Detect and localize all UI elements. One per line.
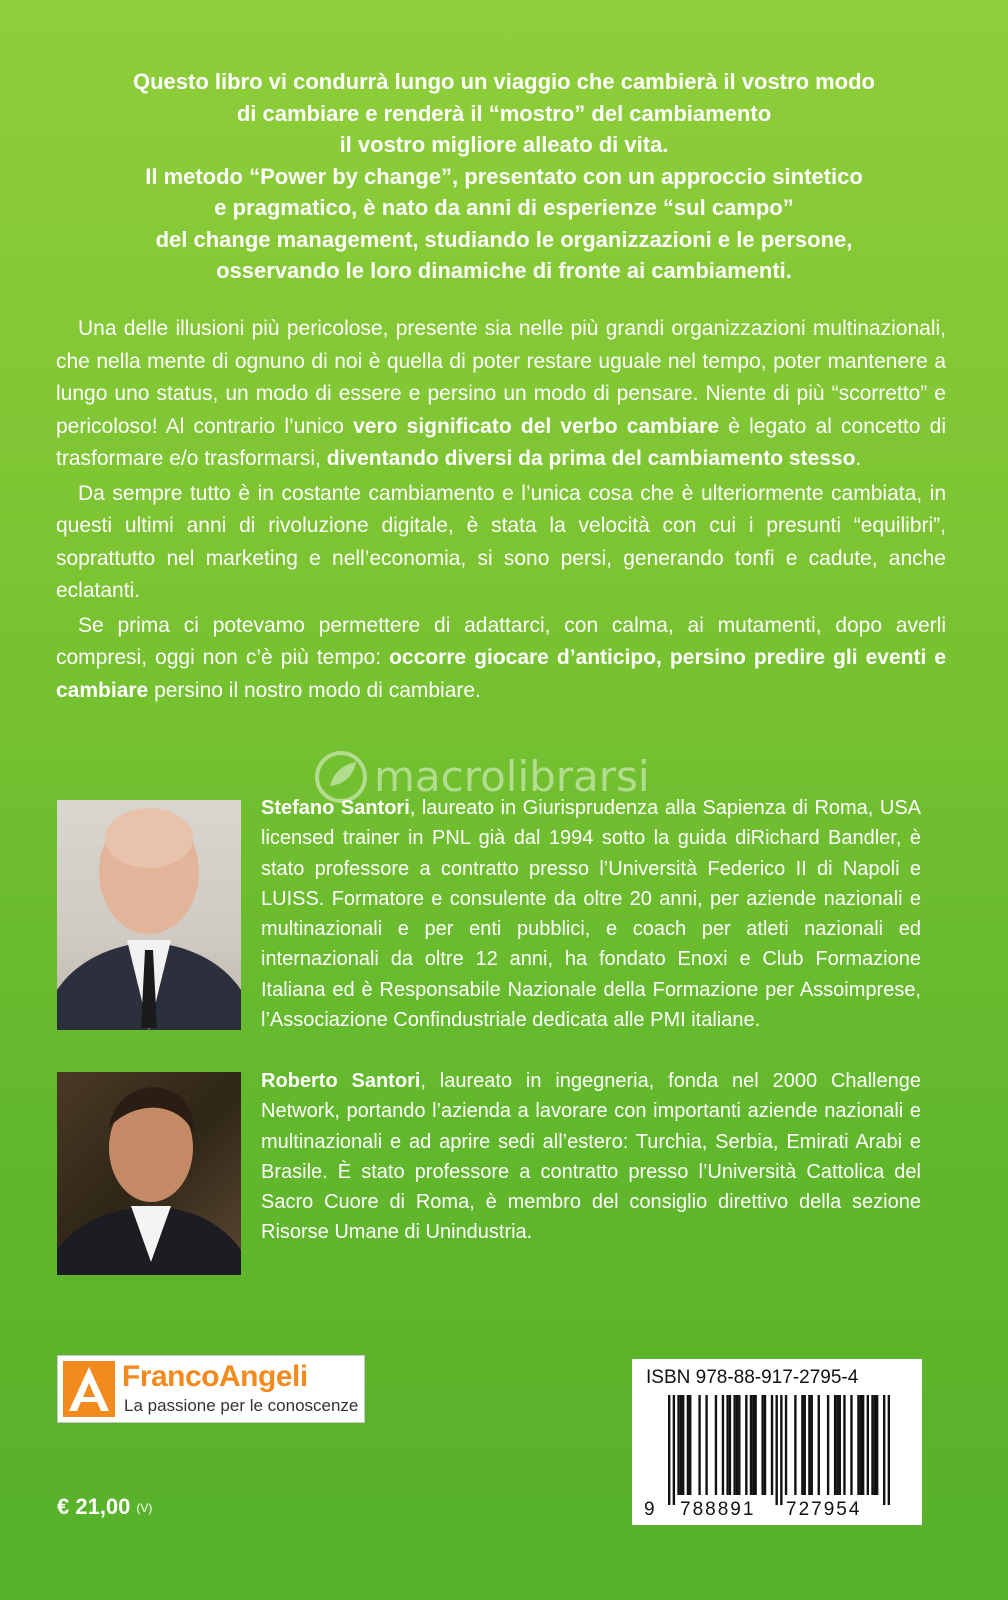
publisher-name: FrancoAngeli	[122, 1360, 308, 1393]
description-text	[56, 313, 946, 709]
intro-line: di cambiare e renderà il “mostro” del cambiamento	[236, 100, 772, 126]
barcode-bar	[715, 1395, 717, 1495]
barcode-bar	[754, 1395, 756, 1495]
barcode-bar	[752, 1395, 754, 1495]
barcode-bar	[745, 1395, 747, 1495]
barcode-bar	[811, 1395, 813, 1495]
barcode-bar	[876, 1395, 878, 1495]
description-paragraph-2: Da sempre tutto è in costante cambiamento e l’unica cosa che è ulteriormente cambiata, in questi ultimi anni di rivoluzione digitale, è stata la velocità con cui i presunti “equilibri”, soprattutto nel marketing e nell’economia, si sono persi, generando tonfi e cadute, anche eclatanti.	[56, 481, 946, 602]
barcode-bar	[874, 1395, 876, 1495]
barcode-bar	[888, 1395, 890, 1505]
barcode-bar	[862, 1395, 864, 1495]
barcode-bar	[794, 1395, 796, 1495]
intro-line: Questo libro vi condurrà lungo un viaggio che cambierà il vostro modo	[133, 69, 875, 94]
intro-line: del change management, studiando le organizzazioni e le persone,	[155, 226, 853, 252]
barcode-right-digits: 727954	[786, 1499, 862, 1520]
text-run: .	[855, 447, 862, 470]
author-bio-roberto	[261, 1066, 921, 1248]
author-name: Roberto Santori	[261, 1070, 421, 1092]
barcode-bar	[733, 1395, 735, 1495]
barcode-bar	[689, 1395, 691, 1495]
bold-run: occorre giocare d’anticipo, persino predire gli eventi e cambiare	[56, 646, 946, 702]
intro-line: Il metodo “Power by change”, presentato con un approccio sintetico	[145, 163, 863, 189]
author-photo-roberto	[57, 1072, 241, 1275]
text-run: Se prima ci potevamo permettere di adattarci, con calma, ai mutamenti, dopo averli compresi, oggi non c’è più tempo:	[56, 613, 946, 669]
price	[57, 1494, 152, 1520]
intro-line: osservando le loro dinamiche di fronte ai cambiamenti.	[216, 258, 792, 283]
barcode-bar	[673, 1395, 675, 1505]
barcode-bar	[780, 1395, 782, 1505]
barcode-bar	[687, 1395, 689, 1495]
barcode-bar	[834, 1395, 836, 1495]
barcode-bar	[850, 1395, 852, 1495]
barcode-bar	[804, 1395, 806, 1495]
barcode-bar	[750, 1395, 752, 1495]
watermark-text: macrolibrarsi	[374, 752, 650, 801]
barcode-left-digits: 788891	[680, 1499, 756, 1520]
barcode-bar	[801, 1395, 803, 1495]
bold-run: diventando diversi da prima del cambiamento stesso	[326, 447, 856, 470]
publisher-logo	[57, 1355, 365, 1423]
author-photo-stefano	[57, 800, 241, 1030]
barcode-bar	[705, 1395, 707, 1495]
isbn-text: ISBN 978-88-917-2795-4	[646, 1367, 859, 1388]
text-run: Una delle illusioni più pericolose, presente sia nelle più grandi organizzazioni multinazionali, che nella mente di ognuno di noi è quella di poter restare uguale nel tempo, poter mantenere a lungo uno status, un modo di essere e persino un modo di pensare. Niente di più “scorretto” e pericoloso! Al contrario l’unico	[56, 317, 946, 438]
barcode-bar	[729, 1395, 731, 1495]
intro-blurb	[40, 66, 968, 287]
barcode-bar	[738, 1395, 740, 1495]
author-bio-stefano	[261, 793, 921, 1035]
intro-line: il vostro migliore alleato di vita.	[339, 132, 669, 157]
barcode-bar	[836, 1395, 838, 1495]
barcode-bar	[818, 1395, 820, 1495]
barcode	[632, 1359, 922, 1525]
publisher-tagline: La passione per le conoscenze	[124, 1396, 359, 1415]
barcode-bar	[771, 1395, 773, 1495]
barcode-bars	[668, 1395, 890, 1505]
barcode-first-digit: 9	[644, 1499, 655, 1520]
barcode-bar	[871, 1395, 873, 1495]
barcode-bar	[726, 1395, 728, 1495]
barcode-bar	[668, 1395, 670, 1505]
price-amount: € 21,00	[57, 1494, 131, 1519]
text-run: è legato al concetto di trasformare e/o trasformarsi,	[56, 414, 946, 470]
text-run: persino il nostro modo di cambiare.	[148, 678, 481, 702]
barcode-bar	[843, 1395, 845, 1495]
barcode-bar	[827, 1395, 829, 1495]
barcode-bar	[680, 1395, 682, 1495]
author-name: Stefano Santori	[261, 797, 410, 819]
barcode-bar	[867, 1395, 869, 1495]
barcode-bar	[808, 1395, 810, 1495]
barcode-bar	[857, 1395, 859, 1495]
price-note: (V)	[136, 1501, 153, 1515]
barcode-bar	[839, 1395, 841, 1495]
barcode-bar	[775, 1395, 777, 1505]
barcode-bar	[764, 1395, 766, 1495]
barcode-bar	[860, 1395, 862, 1495]
barcode-bar	[883, 1395, 885, 1505]
barcode-bar	[736, 1395, 738, 1495]
intro-line: e pragmatico, è nato da anni di esperienze “sul campo”	[214, 195, 794, 220]
barcode-bar	[785, 1395, 787, 1495]
description-paragraph-1	[56, 313, 946, 476]
author-bio-text: , laureato in ingegneria, fonda nel 2000 Challenge Network, portando l’azienda a lavorare con importanti aziende nazionali e multinazionali e ad aprire sedi all’estero: Turchia, Serbia, Emirati Arabi e Brasile. È stato professore a contratto presso l’Università Cattolica del Sacro Cuore di Roma, è membro del consiglio direttivo della sezione Risorse Umane di Unindustria.	[261, 1070, 921, 1244]
description-paragraph-3	[56, 610, 946, 708]
author-bio-text: , laureato in Giurisprudenza alla Sapienza di Roma, USA licensed trainer in PNL già dal 1994 sotto la guida diRichard Bandler, è stato professore a contratto presso l’Università Federico II di Napoli e LUISS. Formatore e consulente da oltre 20 anni, per aziende nazionali e multinazionali e per enti pubblici, e coach per atleti nazionali ed internazionali da oltre 12 anni, ha fondato Enoxi e Club Formazione Italiana ed è Responsabile Nazionale della Formazione per Assoimprese, l’Associazione Confindustriale dedicata alle PMI italiane.	[261, 797, 921, 1032]
barcode-bar	[698, 1395, 700, 1495]
barcode-bar	[682, 1395, 684, 1495]
bold-run: vero significato del verbo cambiare	[353, 414, 720, 438]
barcode-bar	[761, 1395, 763, 1495]
barcode-bar	[677, 1395, 679, 1495]
publisher-a-icon	[63, 1361, 115, 1417]
barcode-bar	[722, 1395, 724, 1495]
